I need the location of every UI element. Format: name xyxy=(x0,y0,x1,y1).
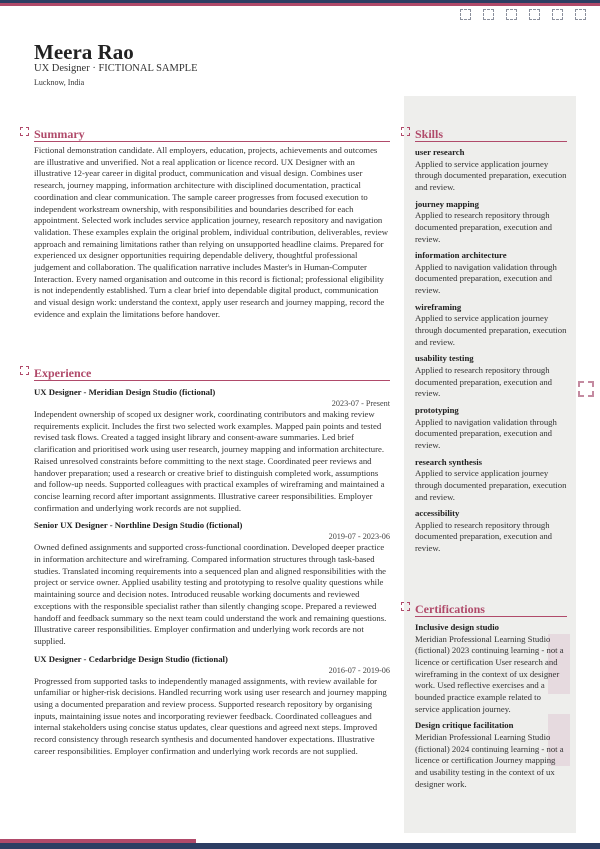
skill-item xyxy=(415,302,567,349)
job-description: Independent ownership of scoped ux designer work, coordinating contributors and making review requirements explicit. Includes the first two selected work examples. Mapped pain points and tested revised task flows. Created a tagged insight library and consent-aware summaries. Led brief clarification and prioritised work using user research, journey mapping and information architecture. Raised unresolved constraints before committing to the next stage. Coordinated peer reviews and handover preparation; used a research or creative brief to distinguish completed work, assumptions and follow-up needs. Supported colleagues with practical examples of wireframing and maintained a concise learning record after important assignments. Illustrative career responsibilities. Employer confirmation and underlying work records are not supplied. xyxy=(34,409,385,513)
certification-description: Meridian Professional Learning Studio (fictional) 2024 continuing learning - not a licence or certification Journey mapping and usability testing in the context of ux designer work. xyxy=(415,731,564,789)
skill-item xyxy=(415,457,567,504)
experience-header xyxy=(34,364,390,381)
certification-item xyxy=(415,622,567,715)
skill-description: Applied to service application journey through documented preparation, execution and review. xyxy=(415,468,567,502)
skill-item xyxy=(415,250,567,297)
certifications-section xyxy=(415,600,567,790)
section-marker-icon xyxy=(20,366,29,375)
skill-item xyxy=(415,147,567,194)
summary-header xyxy=(34,125,390,142)
certification-item xyxy=(415,720,567,790)
skill-name: accessibility xyxy=(415,508,460,519)
job-entry xyxy=(34,386,390,514)
skill-description: Applied to navigation validation through documented preparation, execution and review. xyxy=(415,416,557,450)
job-title: UX Designer - Meridian Design Studio (fictional) xyxy=(34,387,216,397)
skill-description: Applied to service application journey through documented preparation, execution and review. xyxy=(415,158,567,192)
skills-header xyxy=(415,125,567,142)
skill-item xyxy=(415,508,567,555)
skill-description: Applied to research repository through documented preparation, execution and review. xyxy=(415,364,553,399)
skill-name: research synthesis xyxy=(415,456,483,467)
skill-name: wireframing xyxy=(415,301,462,312)
summary-text: Fictional demonstration candidate. All employers, education, projects, achievements and outcomes are illustrative and unverified. Not a real application or licence record. UX Designer with an illustrative 12-year career in digital product, communication and visual design. Combines user research, journey mapping, information architecture with disciplined documentation, practical coordination and clear communication. The sample career progresses from focused execution to independent workstream ownership, with responsibilities and boundaries described for each appointment. Selected work includes service application journey, research repository and navigation validation. These examples explain the original problem, individual contribution, deliverables, review approach and remaining limitations rather than relying on unsupported headline claims. Prepared for experienced ux designer opportunities requiring dependable delivery, thoughtful professional judgement and collaboration. The qualification narrative includes Master's in Human-Computer Interaction. Every named organisation and outcome in this record is fictional; professional eligibility is not independently established. Turn a clear brief into dependable digital product, communication and visual design work: understand the context, apply user research and journey mapping, record the evidence and explain the limitations before handover. xyxy=(34,145,388,319)
section-marker-icon xyxy=(401,602,410,611)
skill-item xyxy=(415,199,567,246)
job-title: Senior UX Designer - Northline Design Studio (fictional) xyxy=(34,520,243,531)
summary-section xyxy=(34,125,390,321)
job-description: Progressed from supported tasks to independently managed assignments, with review available for unfamiliar or higher-risk decisions. Handled recurring work using user research and journey mapping using a documented preparation and review process. Supported research repository by organising inputs, maintaining issue notes and incorporating reviewer feedback. Coordinated colleagues and internal stakeholders using concise status updates, clear questions and agreed next steps. Improved record consistency through research synthesis and documented handover expectations. Illustrative career responsibilities. Employer confirmation and underlying work records are not supplied. xyxy=(34,675,387,756)
section-marker-icon xyxy=(20,127,29,136)
certifications-title: Certifications xyxy=(415,602,485,616)
experience-title: Experience xyxy=(34,366,92,380)
skills-section xyxy=(415,125,567,555)
certification-name: Inclusive design studio xyxy=(415,622,500,632)
bottom-accent-bar xyxy=(0,843,600,849)
skills-title: Skills xyxy=(415,127,444,141)
skill-description: Applied to research repository through documented preparation, execution and review. xyxy=(415,210,553,244)
skill-name: information architecture xyxy=(415,250,507,261)
skill-description: Applied to navigation validation through documented preparation, execution and review. xyxy=(415,261,557,296)
decorative-square-icon xyxy=(578,381,594,397)
skill-item xyxy=(415,353,567,400)
certification-description: Meridian Professional Learning Studio (fictional) 2023 continuing learning - not a licence or certification User research and wireframing in the context of ux designer work. Used reflective exercises and a bounded practice example related to service application journey. xyxy=(415,633,564,714)
skill-name: journey mapping xyxy=(415,198,479,209)
skill-name: usability testing xyxy=(415,353,474,364)
decorative-squares xyxy=(460,9,586,20)
skill-item xyxy=(415,405,567,452)
candidate-name: Meera Rao xyxy=(34,40,134,64)
summary-title: Summary xyxy=(34,127,85,141)
job-dates: 2019-07 - 2023-06 xyxy=(328,532,390,542)
job-description: Owned defined assignments and supported cross-functional coordination. Developed deeper practice in information architecture and wireframing. Compared information structures through task-based studies. Translated incoming requirements into a sequenced plan and aligned responsibilities with the project or service owner. Applied usability testing and prototyping to resolve quality questions while maintaining source and decision notes. Introduced reusable working documents and reviewed exceptions with the responsible specialist rather than silently changing scope. Prepared a reviewed handoff and feedback summary so the next team could understand the work and remaining questions. Illustrative career responsibilities. Employer confirmation and underlying work records are not supplied. xyxy=(34,542,387,646)
job-entry xyxy=(34,653,390,758)
section-marker-icon xyxy=(401,127,410,136)
candidate-role: UX Designer · FICTIONAL SAMPLE xyxy=(34,63,198,74)
skill-description: Applied to service application journey through documented preparation, execution and review. xyxy=(415,313,567,347)
certifications-header xyxy=(415,600,567,617)
top-accent-bar xyxy=(0,0,600,6)
skill-name: user research xyxy=(415,147,465,157)
candidate-location: Lucknow, India xyxy=(34,78,85,87)
job-title: UX Designer - Cedarbridge Design Studio (fictional) xyxy=(34,653,228,664)
skill-description: Applied to research repository through documented preparation, execution and review. xyxy=(415,519,553,554)
job-dates: 2023-07 - Present xyxy=(331,399,390,408)
job-dates: 2016-07 - 2019-06 xyxy=(328,665,390,675)
experience-section xyxy=(34,364,390,758)
skill-name: prototyping xyxy=(415,405,459,416)
certification-name: Design critique facilitation xyxy=(415,720,514,731)
job-entry xyxy=(34,519,390,647)
